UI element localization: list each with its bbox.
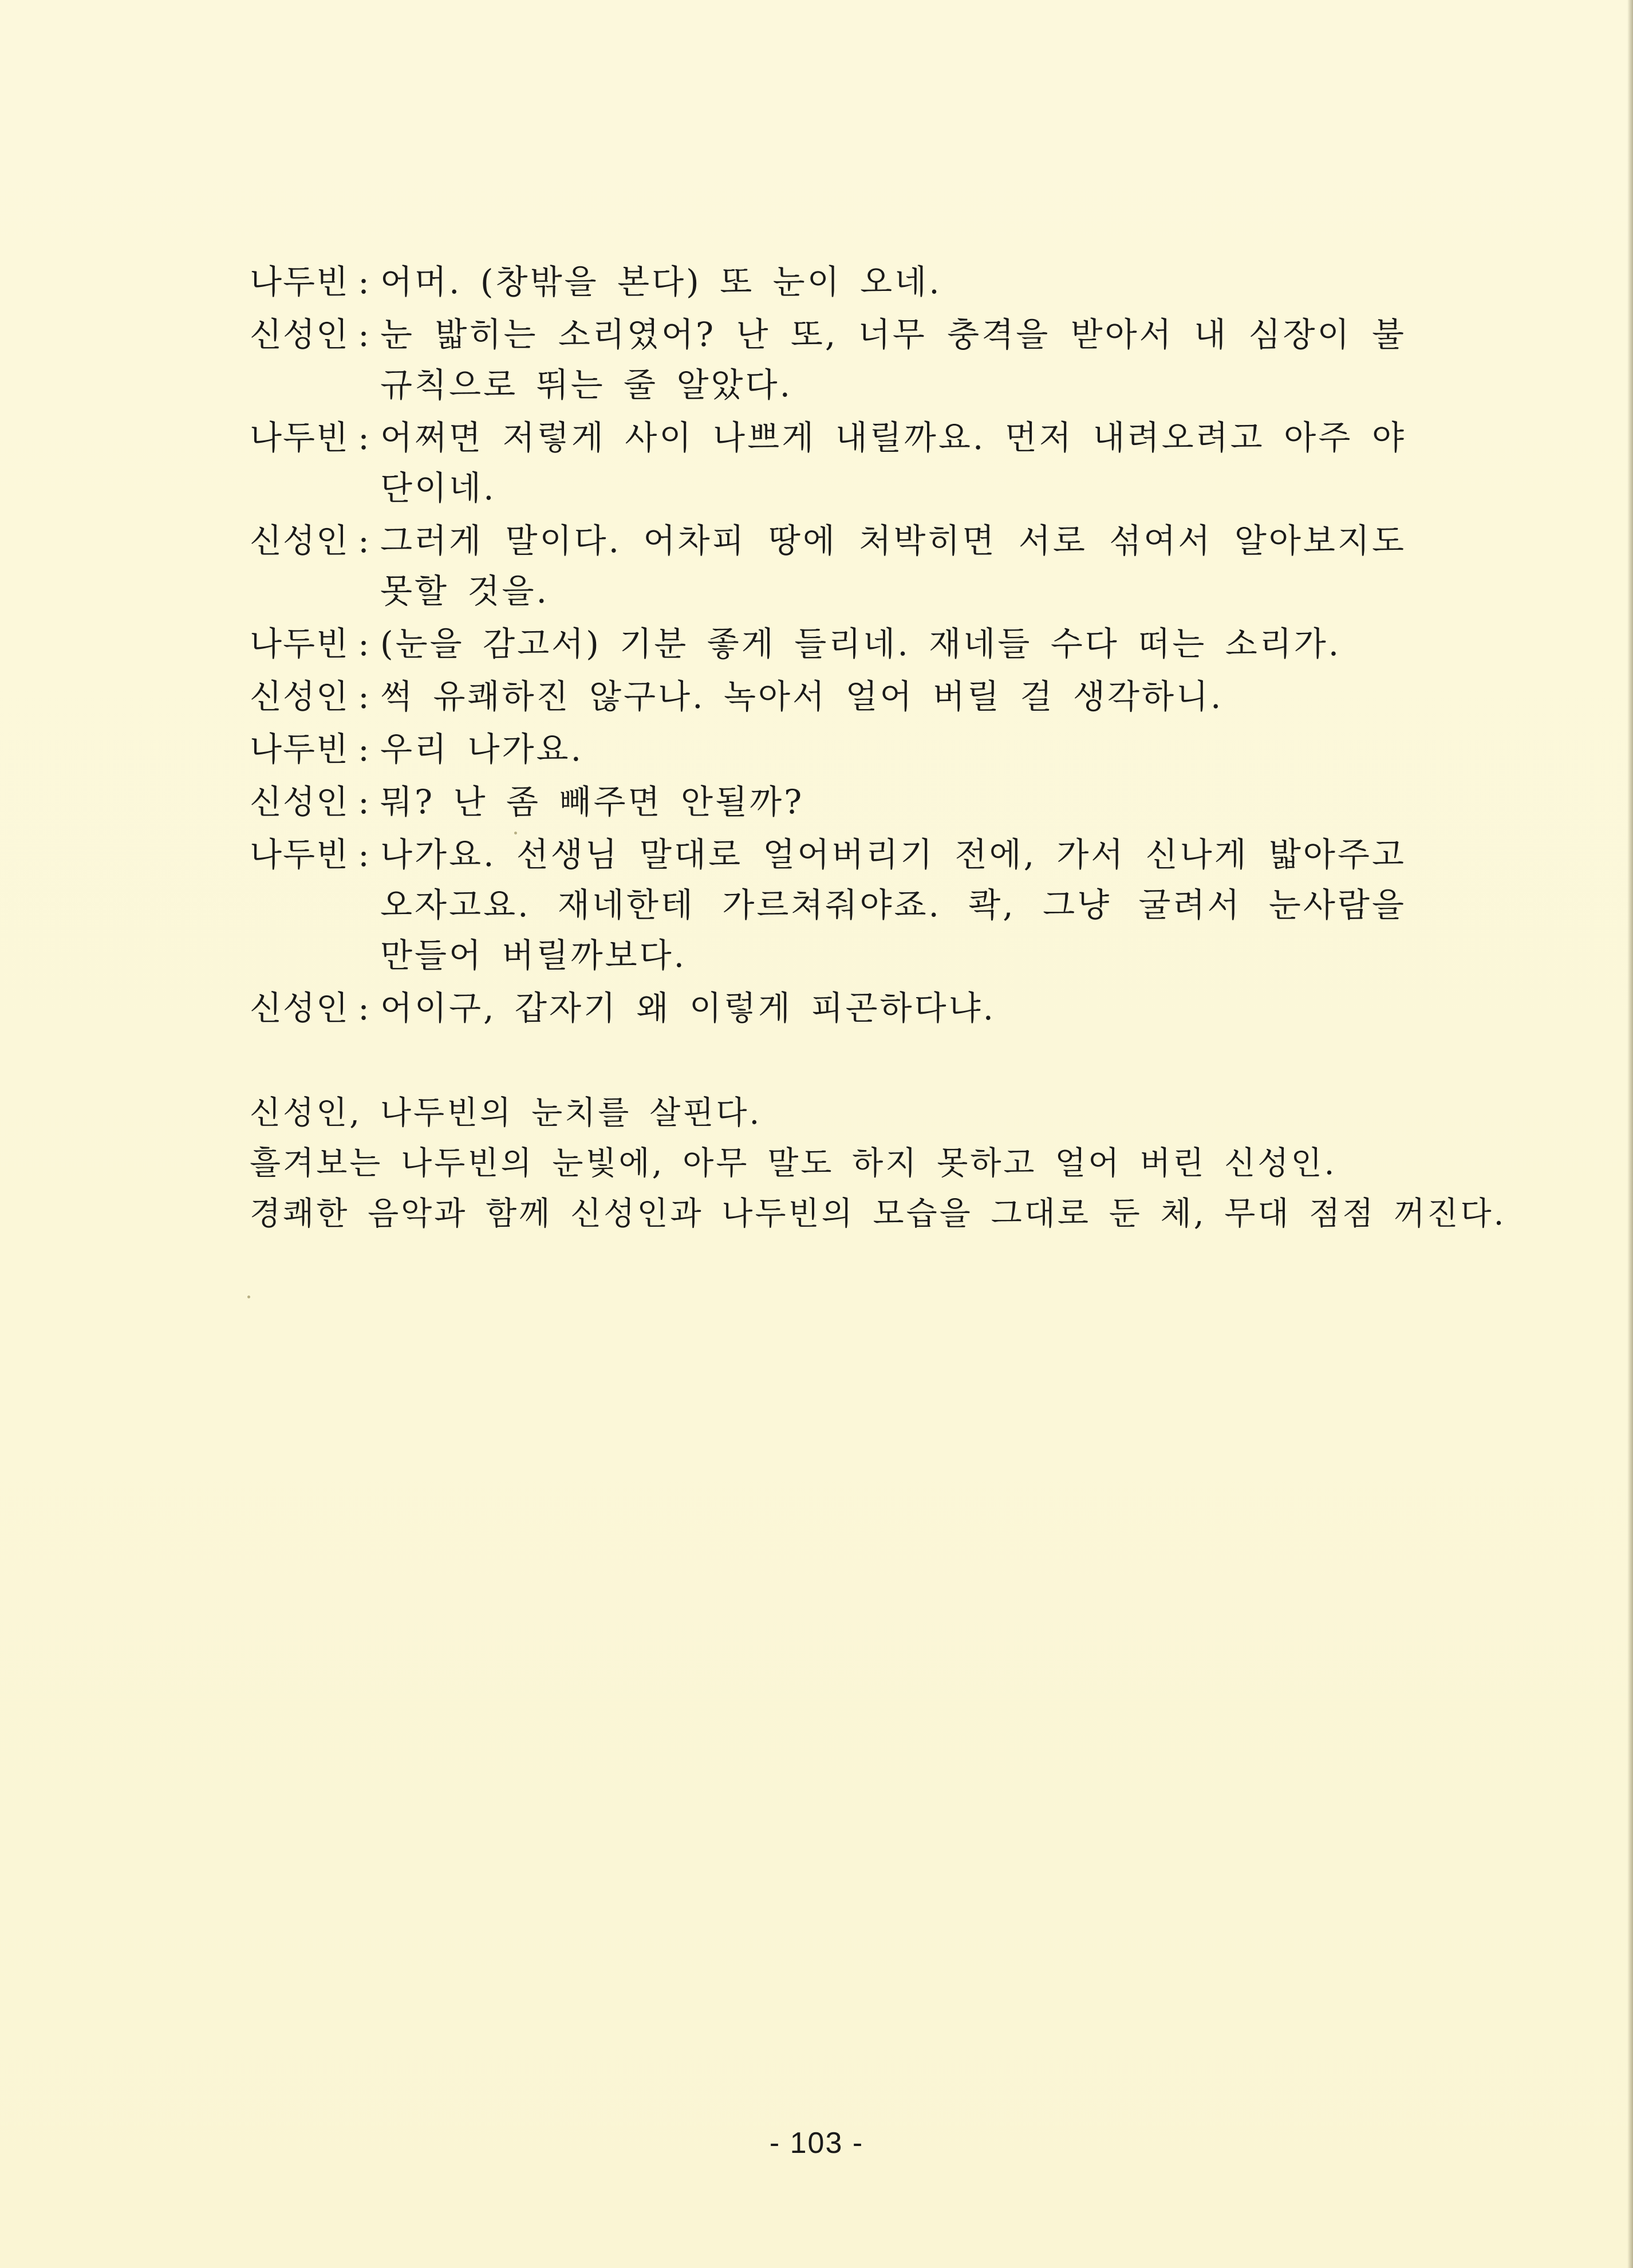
speaker-colon: : [358, 730, 369, 769]
speech-text: 어쩌면 저렇게 사이 나쁘게 내릴까요. 먼저 내려오려고 아주 야단이네. [380, 418, 1406, 507]
speech-text: 눈 밟히는 소리였어? 난 또, 너무 충격을 받아서 내 심장이 불규칙으로 뛰는 줄 알았다. [380, 315, 1406, 404]
speaker-name: 나두빈 [250, 624, 350, 663]
speech-text: 뭐? 난 좀 빼주면 안될까? [380, 782, 804, 821]
stage-direction-line: 흘겨보는 나두빈의 눈빛에, 아무 말도 하지 못하고 얼어 버린 신성인. [250, 1145, 1337, 1182]
speech-text: 어머. (창밖을 본다) 또 눈이 오네. [380, 262, 942, 301]
dialogue-line [250, 724, 1406, 774]
dialogue-line [250, 515, 1406, 616]
stage-direction-line: 경쾌한 음악과 함께 신성인과 나두빈의 모습을 그대로 둔 체, 무대 점점 꺼진다. [250, 1195, 1506, 1233]
speaker-name: 신성인 [250, 521, 350, 560]
speaker-colon: : [358, 624, 369, 663]
speaker-colon: : [358, 835, 369, 874]
speaker-name: 신성인 [250, 989, 350, 1027]
dialogue-line [250, 983, 1406, 1033]
speaker-colon: : [358, 418, 369, 457]
dialogue-line [250, 257, 1406, 307]
dialogue-line [250, 777, 1406, 827]
dialogue-line [250, 829, 1406, 981]
speaker-name: 신성인 [250, 782, 350, 821]
speaker-name: 나두빈 [250, 418, 350, 457]
paper-speck [247, 1296, 250, 1298]
speech-text: 어이구, 갑자기 왜 이렇게 피곤하다냐. [380, 989, 996, 1027]
stage-direction-line: 신성인, 나두빈의 눈치를 살핀다. [250, 1094, 762, 1132]
speech-text: (눈을 감고서) 기분 좋게 들리네. 재네들 수다 떠는 소리가. [380, 624, 1342, 663]
dialogue-line [250, 671, 1406, 722]
speaker-name: 신성인 [250, 315, 350, 354]
page-edge-shadow [1627, 0, 1633, 2268]
dialogue-line [250, 309, 1406, 410]
speech-text: 그러게 말이다. 어차피 땅에 처박히면 서로 섞여서 알아보지도 못할 것을. [380, 521, 1406, 611]
page-number: - 103 - [769, 2127, 864, 2160]
dialogue-line [250, 619, 1406, 669]
speaker-colon: : [358, 677, 369, 716]
speaker-colon: : [358, 315, 369, 354]
dialogue-block [250, 257, 1406, 1035]
speaker-name: 신성인 [250, 677, 350, 716]
dialogue-line [250, 412, 1406, 513]
speech-text: 나가요. 선생님 말대로 얼어버리기 전에, 가서 신나게 밟아주고 오자고요. 재네한테 가르쳐줘야죠. 콱, 그냥 굴려서 눈사람을 만들어 버릴까보다. [380, 835, 1406, 975]
speaker-name: 나두빈 [250, 262, 350, 301]
speaker-colon: : [358, 521, 369, 560]
stage-directions [250, 1088, 1506, 1239]
speaker-colon: : [358, 262, 369, 301]
speech-text: 우리 나가요. [380, 730, 584, 769]
speech-text: 썩 유쾌하진 않구나. 녹아서 얼어 버릴 걸 생각하니. [380, 677, 1224, 716]
speaker-colon: : [358, 782, 369, 821]
speaker-colon: : [358, 989, 369, 1027]
speaker-name: 나두빈 [250, 835, 350, 874]
speaker-name: 나두빈 [250, 730, 350, 769]
